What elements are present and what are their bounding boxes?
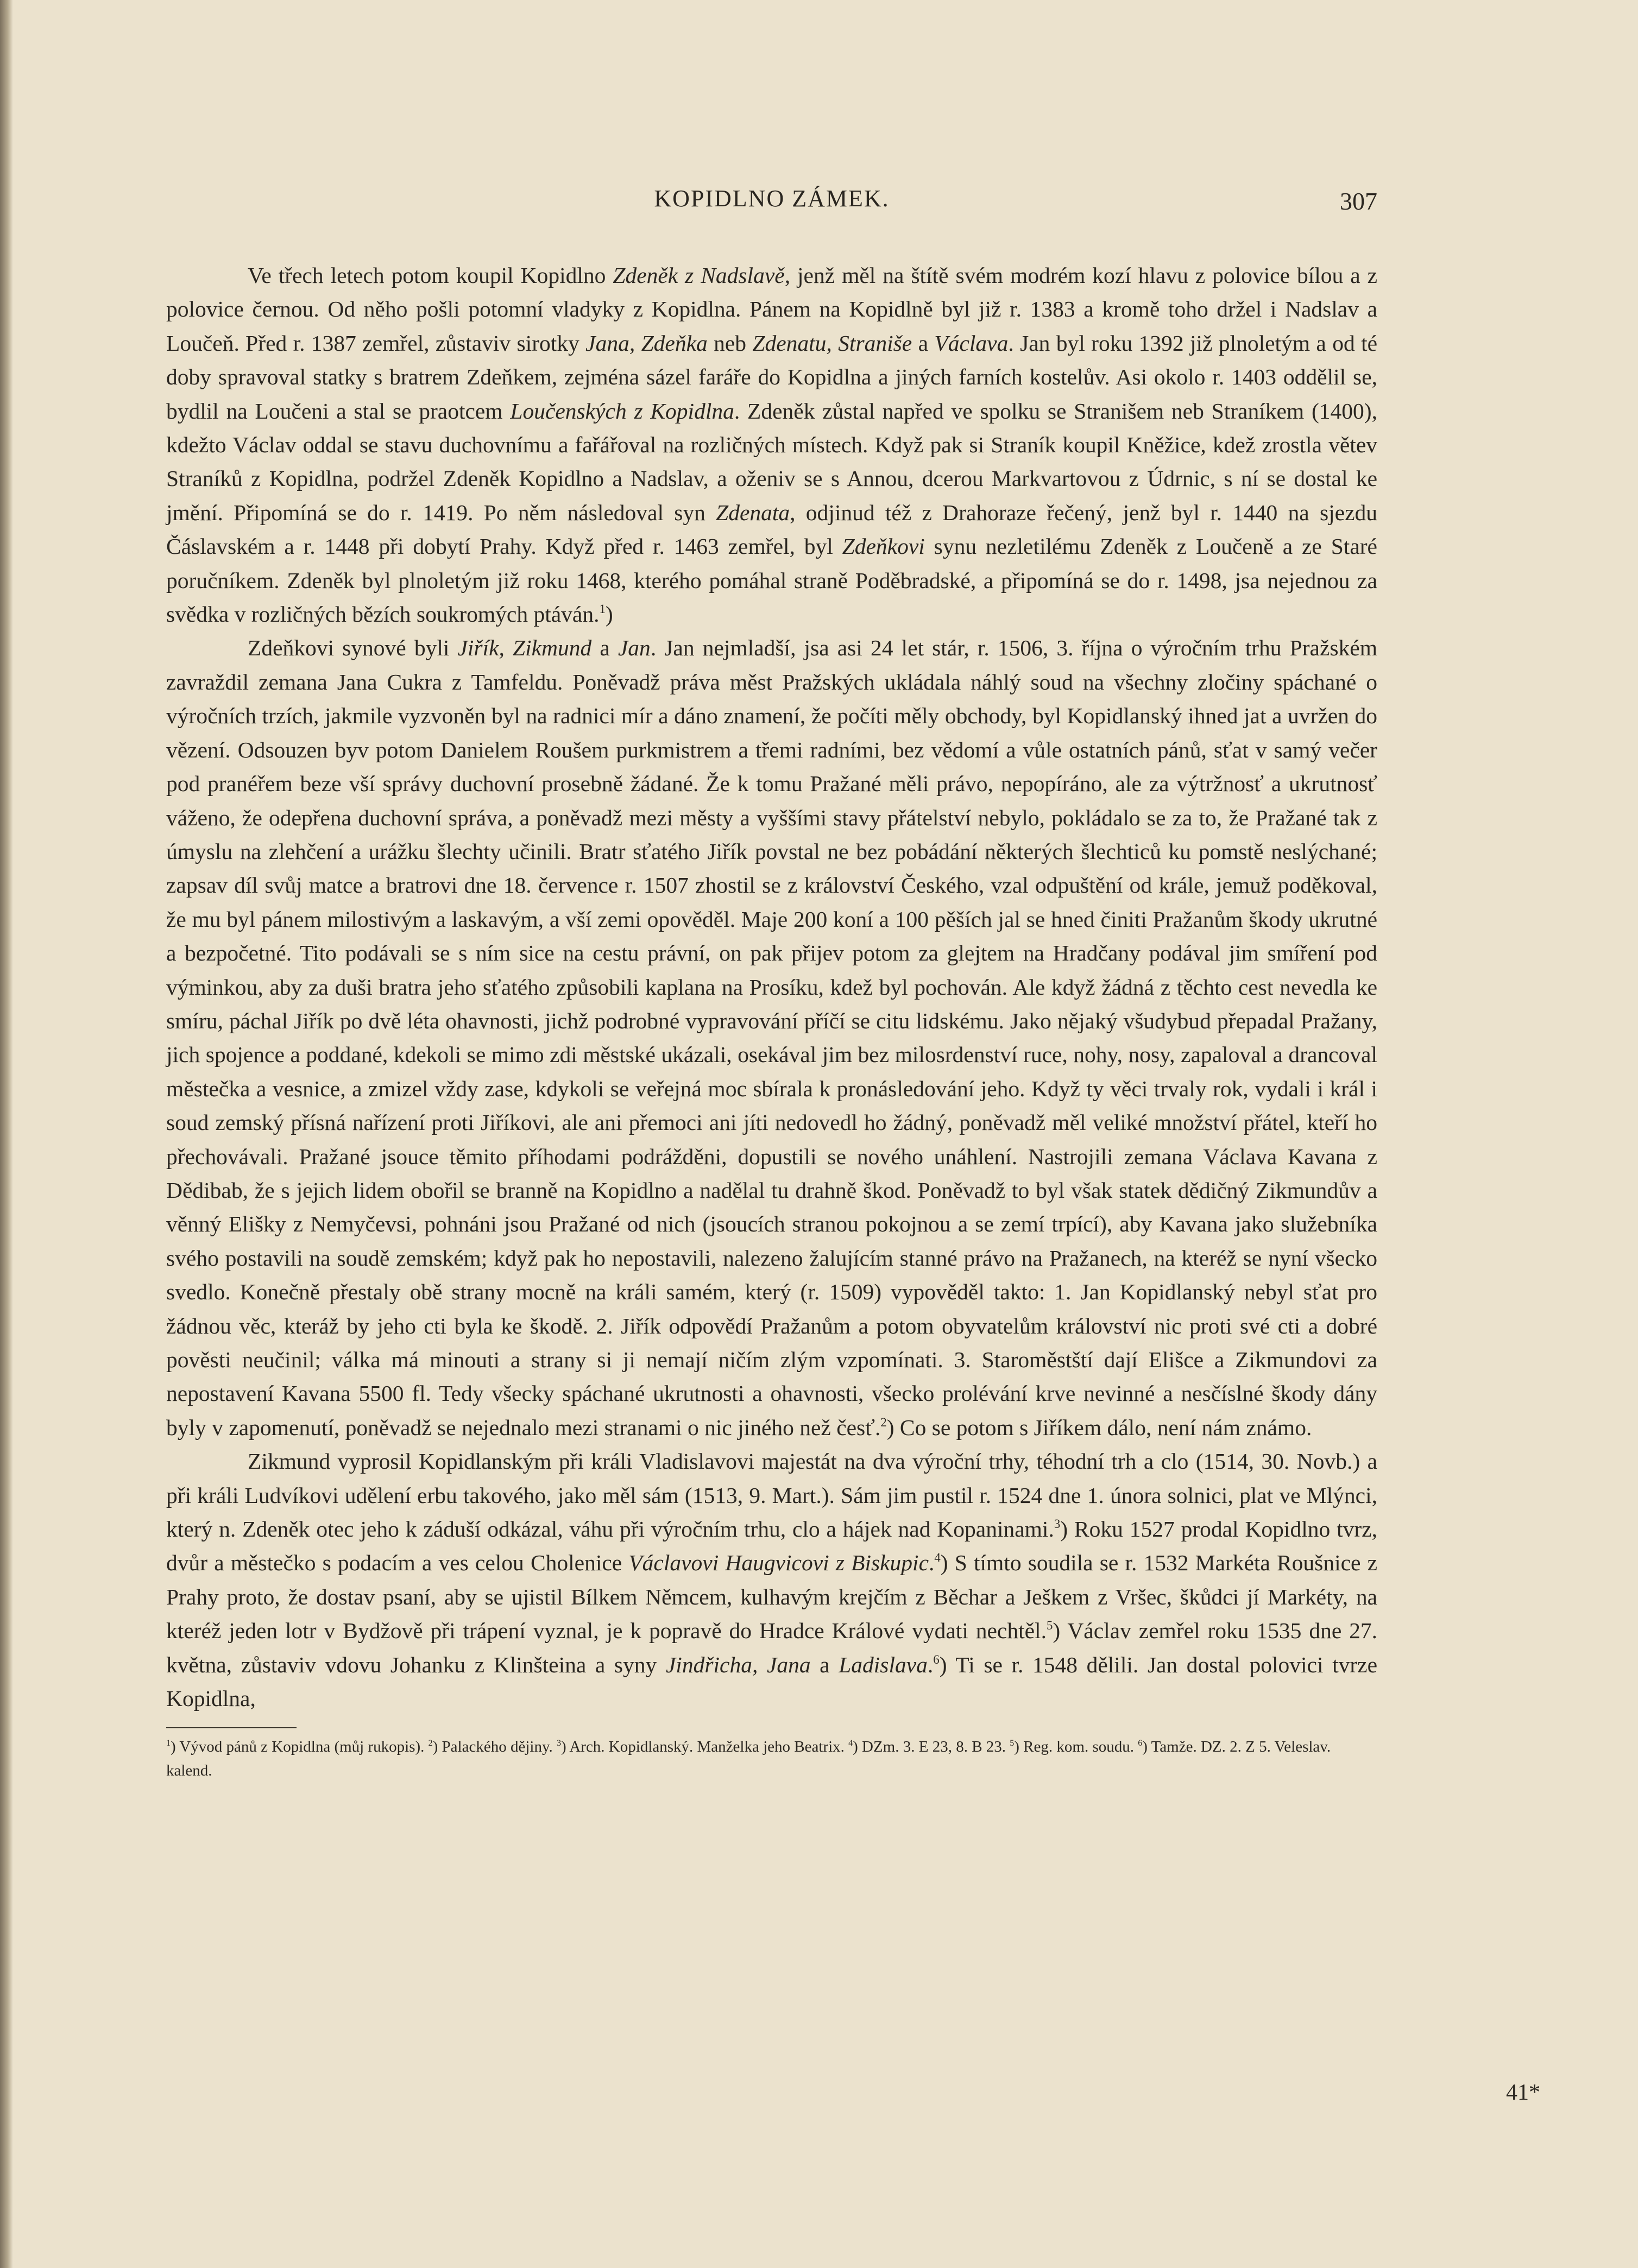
text-run: . Jan byl roku 1392 již plnoletým a od té doby spravoval statky s bratrem Zdeňkem, zejména sázel faráře do Kopidlna a jiných farních kostelův. Asi okolo r. 1403 oddělil se, bydlil na Loučeni a stal se praotcem [166, 330, 1378, 424]
footnote-ref: 4 [848, 1739, 853, 1748]
italic-name: Loučenských z Kopidlna [510, 398, 734, 424]
italic-name: Zdenata [716, 500, 790, 525]
footnote-ref: 1 [166, 1739, 171, 1748]
text-run: ) [605, 602, 613, 627]
text-run: . [929, 1550, 935, 1576]
text-run: ) DZm. 3. E 23, 8. B 23. [853, 1738, 1010, 1756]
text-run: ) S tímto soudila se r. 1532 Markéta Roušnice z Prahy proto, že dostav psaní, aby se ujistil Bílkem Němcem, kulhavým krejčím z Běchar a Ješkem z Vršec, škůdci jí Markéty, na kteréž jeden lotr v Bydžově při trápení vyznal, je k popravě do Hradce Králové vydati nechtěl. [166, 1550, 1377, 1644]
text-run: ) Tamže. DZ. 2. Z 5. Veleslav. kalend. [166, 1738, 1331, 1780]
footnotes [166, 1735, 1377, 1783]
text-run: ) Reg. kom. soudu. [1014, 1738, 1138, 1756]
text-run: ) Ti se r. 1548 dělili. Jan dostal polovici tvrze Kopidlna, [166, 1652, 1378, 1711]
text-run: a [912, 330, 935, 356]
paragraph-2 [166, 631, 1377, 1444]
text-run: , odjinud též z Drahoraze řečený, jenž byl r. 1440 na sjezdu Čáslavském a r. 1448 při dobytí Prahy. Když před r. 1463 zemřel, byl [166, 500, 1377, 559]
paragraph-1 [166, 258, 1377, 631]
running-title: KOPIDLNO ZÁMEK. [654, 185, 890, 212]
page-content [166, 185, 1377, 1783]
text-run: ) Palackého dějiny. [432, 1738, 557, 1756]
text-run: , jenž měl na štítě svém modrém kozí hlavu z polovice bílou a z polovice černou. Od něho pošli potomní vladyky z Kopidlna. Pánem na Kopidlně byl již r. 1383 a kromě toho držel i Nadslav a Loučeň. Před r. 1387 zemřel, zůstaviv sirotky [166, 263, 1377, 356]
italic-name: Jindřicha, Jana [665, 1652, 811, 1677]
text-run: ) Václav zemřel roku 1535 dne 27. května, zůstaviv vdovu Johanku z Klinšteina a syny [166, 1618, 1377, 1677]
text-run: Zikmund vyprosil Kopidlanským při králi Vladislavovi majestát na dva výroční trhy, téhodní trh a clo (1514, 30. Novb.) a při králi Ludvíkovi udělení erbu takového, jako měl sám (1513, 9. Mart.). Sám jim pustil r. 1524 dne 1. února solnici, plat ve Mlýnci, který n. Zdeněk otec jeho k záduší odkázal, váhu při výročním trhu, clo a hájek nad Kopaninami. [166, 1449, 1377, 1542]
footnote-ref: 4 [934, 1551, 941, 1565]
italic-name: Zdenatu, Straniše [752, 330, 912, 356]
text-run: . Zdeněk zůstal napřed ve spolku se Stranišem neb Straníkem (1400), kdežto Václav oddal se stavu duchovnímu a fařářoval na rozličných místech. Když pak si Straník koupil Kněžice, kdež zrostla větev Straníků z Kopidlna, podržel Zdeněk Kopidlno a Nadslav, a oženiv se s Annou, dcerou Markvartovou z Údrnic, s ní se dostal ke jmění. Připomíná se do r. 1419. Po něm následoval syn [166, 398, 1377, 525]
page-number: 307 [1340, 187, 1377, 215]
italic-name: Václava [934, 330, 1009, 356]
footnote-ref: 2 [880, 1415, 887, 1429]
footnote-ref: 6 [933, 1652, 940, 1666]
body-text [166, 258, 1377, 1715]
italic-name: Zdeněk z Nadslavě [613, 263, 785, 288]
text-run: neb [707, 330, 753, 356]
footnote-ref: 3 [1054, 1517, 1061, 1531]
footnote-rule [166, 1727, 297, 1728]
footnote-ref: 5 [1046, 1619, 1053, 1633]
paragraph-3 [166, 1444, 1377, 1715]
text-run: Ve třech letech potom koupil Kopidlno [248, 263, 613, 288]
text-run: ) Arch. Kopidlanský. Manželka jeho Beatrix. [561, 1738, 849, 1756]
footnote-ref: 2 [428, 1739, 433, 1748]
text-run: synu nezletilému Zdeněk z Loučeně a ze Staré poručníkem. Zdeněk byl plnoletým již roku 1468, kterého pomáhal straně Poděbradské, a připomíná se do r. 1498, jsa nejednou za svědka v rozličných bězích soukromých ptáván. [166, 534, 1377, 627]
italic-name: Jan [618, 635, 651, 661]
signature-mark: 41* [1506, 2080, 1540, 2105]
text-run: a [810, 1652, 839, 1677]
text-run: ) Vývod pánů z Kopidlna (můj rukopis). [170, 1738, 429, 1756]
italic-name: Václavovi Haugvicovi z Biskupic [628, 1550, 929, 1576]
italic-name: Ladislava [839, 1652, 928, 1677]
text-run: . [927, 1652, 934, 1677]
text-run: ) Roku 1527 prodal Kopidlno tvrz, dvůr a městečko s podacím a ves celou Cholenice [166, 1517, 1377, 1576]
italic-name: Jana, Zdeňka [585, 330, 708, 356]
footnote-ref: 5 [1010, 1739, 1015, 1748]
text-run: ) Co se potom s Jiříkem dálo, není nám známo. [886, 1414, 1312, 1440]
italic-name: Zdeňkovi [842, 534, 925, 559]
text-run: a [591, 635, 618, 661]
text-run: Zdeňkovi synové byli [248, 635, 458, 661]
footnote-ref: 3 [557, 1739, 562, 1748]
page-left-edge-shadow [0, 0, 13, 2268]
italic-name: Jiřík, Zikmund [457, 635, 592, 661]
footnote-ref: 1 [599, 602, 606, 616]
footnote-ref: 6 [1138, 1739, 1143, 1748]
text-run: . Jan nejmladší, jsa asi 24 let stár, r. 1506, 3. října o výročním trhu Pražském zavraždil zemana Jana Cukra z Tamfeldu. Poněvadž práva měst Pražských ukládala náhlý soud na všechny zločiny spáchané o výročních trzích, jakmile vyzvoněn byl na radnici mír a dáno znamení, že počíti měly obchody, byl Kopidlanský ihned jat a uvržen do vězení. Odsouzen byv potom Danielem Roušem purkmistrem a třemi radními, bez vědomí a vůle ostatních pánů, sťat v samý večer pod pranéřem beze vší správy duchovní prosebně žádané. Že k tomu Pražané měli právo, nepopíráno, ale za výtržnosť a ukrutnosť váženo, že odepřena duchovní správa, a poněvadž mezi městy a vyššími stavy přátelství nebylo, pokládalo se za to, že Pražané tak z úmyslu na zlehčení a urážku šlechty učinili. Bratr sťatého Jiřík povstal ne bez pobádání některých šlechticů ku pomstě neslýchané; zapsav díl svůj matce a bratrovi dne 18. července r. 1507 zhostil se z království Českého, vzal odpuštění od krále, jemuž poděkoval, že mu byl pánem milostivým a laskavým, a vší zemi opověděl. Maje 200 koní a 100 pěších jal se hned činiti Pražanům škody ukrutné a bezpočetné. Tito podávali se s ním sice na cestu právní, on pak přijev potom za glejtem na Hradčany podával jim smíření pod výminkou, aby za duši bratra jeho sťatého způsobili kaplana na Prosíku, kdež byl pochován. Ale když žádná z těchto cest nevedla ke smíru, páchal Jiřík po dvě léta ohavnosti, jichž podrobné vypravování příčí se citu lidskému. Jako nějaký všudybud přepadal Pražany, jich spojence a poddané, kdekoli se mimo zdi městské ukázali, osekával jim bez milosrdenství ruce, nohy, nosy, zapaloval a drancoval městečka a vesnice, a zmizel vždy zase, kdykoli se veřejná moc sbírala k pronásledování jeho. Když ty věci trvaly rok, vydali i král i soud zemský přísná nařízení proti Jiříkovi, ale ani přemoci ani jíti nedovedl ho žádný, poněvadž měl veliké množství přátel, kteří ho přechovávali. Pražané jsouce těmito příhodami podrážděni, dopustili se nového unáhlení. Nastrojili zemana Václava Kavana z Dědibab, že s jejich lidem obořil se branně na Kopidlno a nadělal tu drahně škod. Poněvadž to byl však statek dědičný Zikmundův a věnný Elišky z Nemyčevsi, pohnáni jsou Pražané od nich (jsoucích stranou pokojnou a se zemí trpící), aby Kavana jako služebníka svého postavili na soudě zemském; když pak ho nepostavili, nalezeno žalujícím stanné právo na Pražanech, na kteréž se nyní všecko svedlo. Konečně přestaly obě strany mocně na králi samém, který (r. 1509) vypověděl takto: 1. Jan Kopidlanský nebyl sťat pro žádnou věc, kteráž by jeho cti byla ke škodě. 2. Jiřík odpovědí Pražanům a potom obyvatelům království nic proti své cti a dobré pověsti neučinil; válka má minouti a strany si ji nemají ničím zlým vzpomínati. 3. Staroměstští dají Elišce a Zikmundovi za nepostavení Kavana 5500 fl. Tedy všecky spáchané ukrutnosti a ohavnosti, všecko prolévání krve nevinné a nesčíslné škody dány byly v zapomenutí, poněvadž se nejednalo mezi stranami o nic jiného než česť. [166, 635, 1377, 1440]
running-head [166, 185, 1377, 228]
